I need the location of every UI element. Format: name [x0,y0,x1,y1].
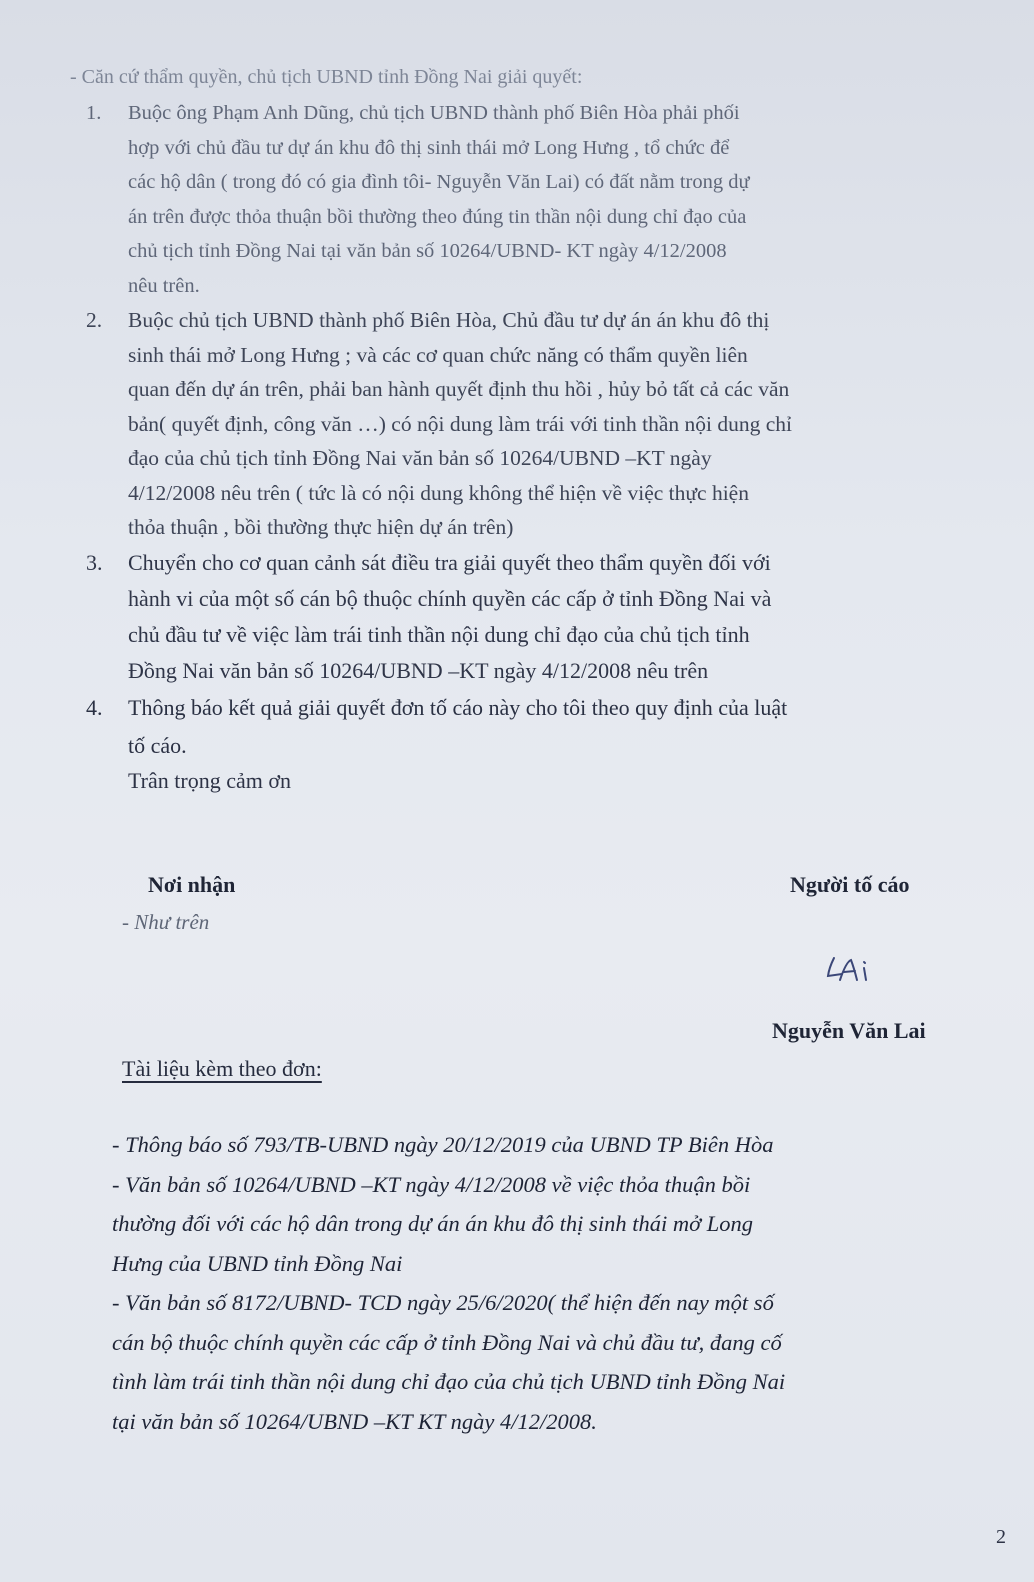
request-line: hợp với chủ đầu tư dự án khu đô thị sinh thái mở Long Hưng , tổ chức để [128,136,730,159]
request-line: thỏa thuận , bồi thường thực hiện dự án trên) [128,515,514,539]
request-line: Chuyển cho cơ quan cảnh sát điều tra giải quyết theo thẩm quyền đối với [128,549,771,575]
request-number: 4. [86,694,103,720]
request-line: Buộc ông Phạm Anh Dũng, chủ tịch UBND thành phố Biên Hòa phải phối [128,102,740,124]
recipients-title: Nơi nhận [148,872,236,897]
request-list [86,96,986,765]
request-line: 4/12/2008 nêu trên ( tức là có nội dung không thể hiện về việc thực hiện [128,480,749,505]
request-line: Buộc chủ tịch UBND thành phố Biên Hòa, Chủ đầu tư dự án án khu đô thị [128,308,770,332]
signer-title: Người tố cáo [790,872,910,897]
attachment-line: - Thông báo số 793/TB-UBND ngày 20/12/2019 của UBND TP Biên Hòa [112,1132,774,1157]
attachment-line: - Văn bản số 8172/UBND- TCD ngày 25/6/2020( thể hiện đến nay một số [112,1290,774,1315]
request-line: đạo của chủ tịch tỉnh Đồng Nai văn bản số 10264/UBND –KT ngày [128,446,712,470]
request-line: quan đến dự án trên, phải ban hành quyết định thu hồi , hủy bỏ tất cả các văn [128,377,790,401]
signer-name: Nguyễn Văn Lai [772,1018,926,1043]
intro-line: - Căn cứ thẩm quyền, chủ tịch UBND tỉnh Đồng Nai giải quyết: [70,66,583,88]
attachment-line: Hưng của UBND tỉnh Đồng Nai [112,1250,403,1276]
request-line: Thông báo kết quả giải quyết đơn tố cáo này cho tôi theo quy định của luật [128,694,788,720]
request-item-2 [86,303,986,545]
request-line: bản( quyết định, công văn …) có nội dung làm trái với tinh thần nội dung chỉ [128,411,793,436]
closing-line: Trân trọng cảm ơn [128,768,291,793]
request-line: nêu trên. [128,274,200,297]
attachment-line: - Văn bản số 10264/UBND –KT ngày 4/12/2008 về việc thỏa thuận bồi [112,1171,751,1197]
request-line: tố cáo. [128,732,187,758]
attachments-title: Tài liệu kèm theo đơn: [122,1056,322,1081]
request-number: 3. [86,549,103,575]
request-item-4 [86,689,986,765]
attachments-list [112,1125,992,1441]
attachment-line: cán bộ thuộc chính quyền các cấp ở tỉnh Đồng Nai và chủ đầu tư, đang cố [112,1329,782,1355]
request-line: chủ đầu tư về việc làm trái tinh thần nội dung chỉ đạo của chủ tịch tỉnh [128,621,750,647]
request-line: các hộ dân ( trong đó có gia đình tôi- Nguyễn Văn Lai) có đất nằm trong dự [128,171,750,193]
request-item-1 [86,96,986,303]
request-line: sinh thái mở Long Hưng ; và các cơ quan chức năng có thẩm quyền liên [128,342,748,367]
request-number: 1. [86,102,102,124]
request-item-3 [86,545,986,689]
attachment-line: thường đối với các hộ dân trong dự án án khu đô thị sinh thái mở Long [112,1211,753,1236]
attachment-line: tại văn bản số 10264/UBND –KT KT ngày 4/12/2008. [112,1408,597,1434]
request-line: Đồng Nai văn bản số 10264/UBND –KT ngày 4/12/2008 nêu trên [128,657,709,683]
request-line: hành vi của một số cán bộ thuộc chính quyền các cấp ở tỉnh Đồng Nai và [128,585,772,611]
attachment-line: tình làm trái tinh thần nội dung chỉ đạo của chủ tịch UBND tỉnh Đồng Nai [112,1369,786,1394]
request-line: chủ tịch tỉnh Đồng Nai tại văn bản số 10264/UBND- KT ngày 4/12/2008 [128,240,727,262]
page-number: 2 [996,1526,1006,1548]
request-line: án trên được thỏa thuận bồi thường theo đúng tin thần nội dung chỉ đạo của [128,205,747,228]
handwritten-signature [824,950,884,990]
request-number: 2. [86,308,103,332]
recipients-value: - Như trên [122,910,210,934]
